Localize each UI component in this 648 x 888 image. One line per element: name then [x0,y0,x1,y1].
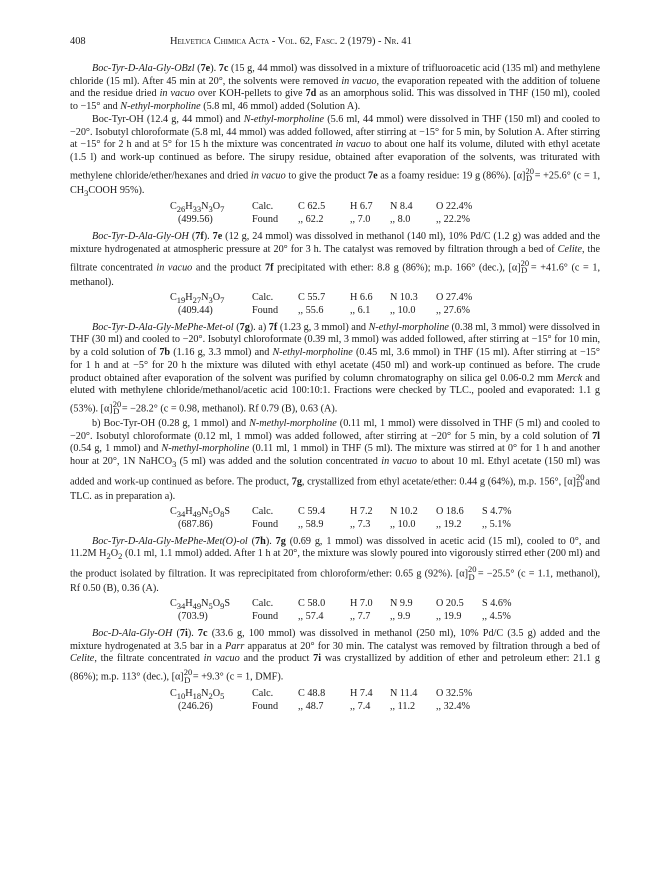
calc-value: O 18.6 [436,505,464,517]
paragraph: Boc-D-Ala-Gly-OH (7i). 7c (33.6 g, 100 mmol) was dissolved in methanol (250 ml), 10% Pd/C (3.5 g) added and the mixture hydrogenated at 3.5 bar in a Parr apparatus at 20° for 30 min. The catalyst was removed by filtration through a bed of Celite, the filtrate concentrated in vacuo and the product 7i was crystallized by addition of ether and petroleum ether: 21.1 g (86%); m.p. 113° (dec.), $[\alpha]^{20}_D = +9.3^\circ$ (c = 1, DMF). [70,628,601,685]
molecular-formula: $C_{19}H_{27}N_3O_7$ [170,291,225,305]
molecular-weight: (499.56) [178,214,213,226]
found-value: ,, 58.9 [298,518,324,530]
paragraph: Boc-Tyr-D-Ala-Gly-OBzl (7e). 7c (15 g, 44 mmol) was dissolved in a mixture of trifluoroacetic acid (135 ml) and methylene chloride (15 ml). After 45 min at 20°, the solvents were removed in vacuo, the evaporation repeated with the addition of toluene and the residue dried in vacuo over KOH-pellets to give 7d as an amorphous solid. This was dissolved in THF (150 ml), cooled to −15° and N-ethyl-morpholine (5.8 ml, 46 mmol) added (Solution A). [70,63,600,113]
found-value: ,, 9.9 [390,611,411,622]
calc-value: C 59.4 [298,505,326,517]
calc-value: H 7.4 [350,688,373,700]
calc-value: Calc. [252,291,274,303]
calc-value: H 7.2 [350,505,373,517]
elemental-analysis [70,688,600,714]
paragraph: Boc-Tyr-D-Ala-Gly-OH (7f). 7e (12 g, 24 mmol) was dissolved in methanol (140 ml), 10% Pd/C (1.2 g) was added and the mixture hydrogenated at atmospheric pressure at 20° for 3 h. The catalyst was removed by filtration through a bed of Celite, the filtrate concentrated in vacuo and the product 7f precipitated with ether: 8.8 g (86%); m.p. 166° (dec.), $[\alpha]^{20}_D = +41.6^\circ$ (c = 1, methanol). [70,231,601,289]
journal-page [70,36,600,718]
calc-value: S 4.7% [482,505,512,517]
found-value: Found [252,304,279,316]
molecular-weight: (246.26) [178,701,213,713]
found-value: ,, 11.2 [390,701,416,713]
found-value: ,, 8.0 [390,214,411,226]
molecular-weight: (409.44) [178,304,213,316]
elemental-analysis [70,292,600,318]
elemental-analysis [70,201,600,227]
calc-value: C 48.8 [298,688,326,700]
found-value: ,, 57.4 [298,611,324,622]
molecular-formula: $C_{10}H_{18}N_2O_5$ [170,688,225,702]
found-value: ,, 19.9 [436,611,462,622]
calc-value: Calc. [252,598,274,609]
calc-value: O 22.4% [436,201,473,213]
molecular-weight: (703.9) [178,611,208,622]
found-value: Found [252,701,279,713]
found-value: Found [252,611,279,622]
found-value: ,, 27.6% [436,304,470,316]
found-value: ,, 48.7 [298,701,324,713]
found-value: ,, 10.0 [390,518,416,530]
found-value: ,, 7.4 [350,701,371,713]
elemental-analysis [70,598,600,624]
found-value: ,, 10.0 [390,304,416,316]
found-value: ,, 22.2% [436,214,470,226]
found-value: ,, 6.1 [350,304,371,316]
running-header [70,36,600,50]
paragraph: Boc-Tyr-D-Ala-Gly-MePhe-Met-ol (7g). a) 7f (1.23 g, 3 mmol) and N-ethyl-morpholine (0.38 ml, 3 mmol) were dissolved in THF (30 ml) and cooled to −20°. Isobutyl chloroformate (0.39 ml, 3 mmol) was added followed, after stirring at −15° for 10 min, by a cold solution of 7b (1.16 g, 3.3 mmol) and N-ethyl-morpholine (0.45 ml, 3.6 mmol) in THF (15 ml). After stirring at −15° for 1 h and at −5° for 20 h the mixture was diluted with ethyl acetate (450 ml) and work-up continued as before. The crude product obtained after evaporation of the solvent was purified by column chromatography on silica gel 0.06-0.2 mm Merck and eluted with methylene chloride/methanol/acetic acid 100:10:1. Fractions were checked by TLC., pooled and evaporated: 1.1 g (53%). $[\alpha]^{20}_D = -28.2^\circ$ (c = 0.98, methanol). Rf 0.79 (B), 0.63 (A). [70,321,600,417]
molecular-formula: $C_{34}H_{49}N_5O_8S$ [170,505,231,519]
calc-value: N 11.4 [390,688,418,700]
experimental-section [70,63,600,714]
calc-value: N 10.2 [390,505,418,517]
calc-value: N 10.3 [390,291,418,303]
paragraph: Boc-Tyr-D-Ala-Gly-MePhe-Met(O)-ol (7h). 7g (0.69 g, 1 mmol) was dissolved in acetic acid (15 ml), cooled to 0°, and 11.2M $H_2O_2$ (0.1 ml, 1.1 mmol) added. After 1 h at 20°, the mixture was slowly poured into vigorously stirred ether (200 ml) and the product isolated by filtration. It was reprecipitated from chloroform/ether: 0.65 g (92%). $[\alpha]^{20}_D = -25.5^\circ$ (c = 1.1, methanol), Rf 0.50 (B), 0.36 (A). [70,535,600,595]
calc-value: Calc. [252,688,274,700]
found-value: Found [252,518,279,530]
found-value: ,, 7.7 [350,611,371,622]
calc-value: C 58.0 [298,598,326,609]
calc-value: N 8.4 [390,201,413,213]
calc-value: Calc. [252,201,274,213]
calc-value: S 4.6% [482,598,512,609]
found-value: ,, 32.4% [436,701,470,713]
found-value: ,, 4.5% [482,611,511,622]
calc-value: N 9.9 [390,598,413,609]
calc-value: O 20.5 [436,598,464,609]
calc-value: O 27.4% [436,291,473,303]
found-value: ,, 5.1% [482,518,511,530]
found-value: ,, 19.2 [436,518,462,530]
molecular-formula: $C_{26}H_{33}N_3O_7$ [170,201,225,215]
elemental-analysis [70,506,600,532]
calc-value: Calc. [252,505,274,517]
calc-value: H 7.0 [350,598,373,609]
calc-value: O 32.5% [436,688,473,700]
paragraph: Boc-Tyr-OH (12.4 g, 44 mmol) and N-ethyl-morpholine (5.6 ml, 44 mmol) were dissolved in THF (150 ml) and cooled to −20°. Isobutyl chloroformate (5.8 ml, 44 mmol) was added followed, after stirring at −15° for 5 min, by Solution A. After stirring at −15° for 2 h and at 5° for 15 h the mixture was concentrated in vacuo to about one half its volume, diluted with ethyl acetate (1.5 l) and work-up continued as before. The sirupy residue, obtained after evaporation of the solvents, was triturated with methylene chloride/ether/hexanes and dried in vacuo to give the product 7e as a foamy residue: 19 g (86%). $[\alpha]^{20}_D = +25.6^\circ$ (c = 1, $CH_3COOH$ 95%). [70,113,601,198]
molecular-weight: (687.86) [178,518,213,530]
journal-title: Helvetica Chimica Acta - Vol. 62, Fasc. 2 (1979) - Nr. 41 [170,36,412,47]
found-value: ,, 7.0 [350,214,371,226]
calc-value: H 6.7 [350,201,373,213]
found-value: ,, 7.3 [350,518,371,530]
calc-value: C 62.5 [298,201,326,213]
page-number: 408 [70,36,86,47]
calc-value: H 6.6 [350,291,373,303]
found-value: Found [252,214,279,226]
found-value: ,, 55.6 [298,304,324,316]
paragraph: b) Boc-Tyr-OH (0.28 g, 1 mmol) and N-methyl-morpholine (0.11 ml, 1 mmol) were dissolved in THF (5 ml) and cooled to −20°. Isobutyl chloroformate (0.12 ml, 1 mmol) was added followed, after stirring at −20° for 5 min, by a cold solution of 7l (0.54 g, 1 mmol) and N-methyl-morpholine (0.11 ml, 1 mmol) in THF (5 ml). The mixture was stirred at 0° for 1 h and another hour at 20°, 1N NaHCO$_3$ (5 ml) was added and the solution concentrated in vacuo to about 10 ml. Ethyl acetate (150 ml) was added and work-up continued as before. The product, 7g, crystallized from ethyl acetate/ether: 0.44 g (64%), m.p. 156°, $[\alpha]^{20}_D$ and TLC. as in preparation a). [70,418,601,503]
found-value: ,, 62.2 [298,214,324,226]
calc-value: C 55.7 [298,291,326,303]
molecular-formula: $C_{34}H_{49}N_5O_9S$ [170,598,231,612]
